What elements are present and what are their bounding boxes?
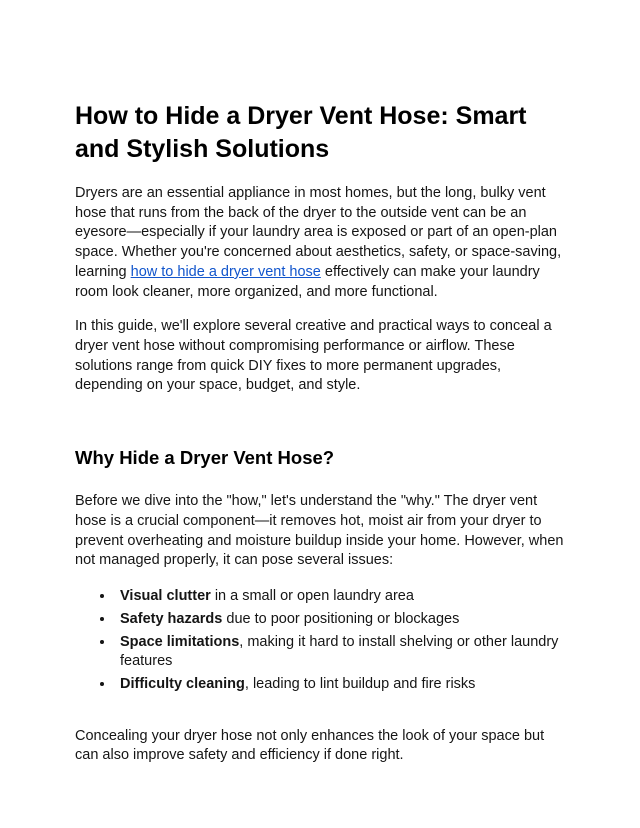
text-run: , making it hard to install shelving or other laundry features (120, 633, 559, 670)
text-run: Concealing your dryer hose not only enhances the look of your space but can also improve safety and efficiency if done right. (75, 727, 545, 764)
issues-list (75, 587, 565, 695)
closing-paragraph (75, 727, 565, 766)
bold-text: Difficulty cleaning (120, 675, 245, 692)
bold-text: Safety hazards (120, 610, 223, 627)
section-heading-why-hide: Why Hide a Dryer Vent Hose? (75, 447, 335, 469)
bold-text: Visual clutter (120, 588, 211, 605)
text-run: due to poor positioning or blockages (222, 610, 460, 627)
list-item (115, 675, 565, 695)
intro-paragraph-1 (75, 184, 565, 302)
why-paragraph (75, 492, 565, 571)
bold-text: Space limitations (120, 633, 240, 650)
text-run: effectively can make your laundry room look cleaner, more organized, and more functional. (75, 263, 540, 300)
document-title: How to Hide a Dryer Vent Hose: Smart and Stylish Solutions (75, 102, 527, 163)
inline-link[interactable]: how to hide a dryer vent hose (130, 263, 321, 280)
text-run: Dryers are an essential appliance in most homes, but the long, bulky vent hose that runs from the back of the dryer to the outside vent can be an eyesore—especially if your laundry area is exposed or part of an open-plan space. Whether you're concerned about aesthetics, safety, or space-saving, learning (75, 185, 562, 280)
list-item (115, 587, 565, 607)
text-run: , leading to lint buildup and fire risks (244, 675, 476, 692)
list-item (115, 633, 565, 672)
list-item (115, 610, 565, 630)
intro-paragraph-2 (75, 317, 565, 396)
text-run: in a small or open laundry area (210, 588, 414, 605)
text-run: Before we dive into the "how," let's understand the "why." The dryer vent hose is a crucial component—it removes hot, moist air from your dryer to prevent overheating and moisture buildup inside your home. However, when not managed properly, it can pose several issues: (75, 493, 564, 569)
text-run: In this guide, we'll explore several creative and practical ways to conceal a dryer vent hose without compromising performance or airflow. These solutions range from quick DIY fixes to more permanent upgrades, depending on your space, budget, and style. (75, 318, 552, 394)
